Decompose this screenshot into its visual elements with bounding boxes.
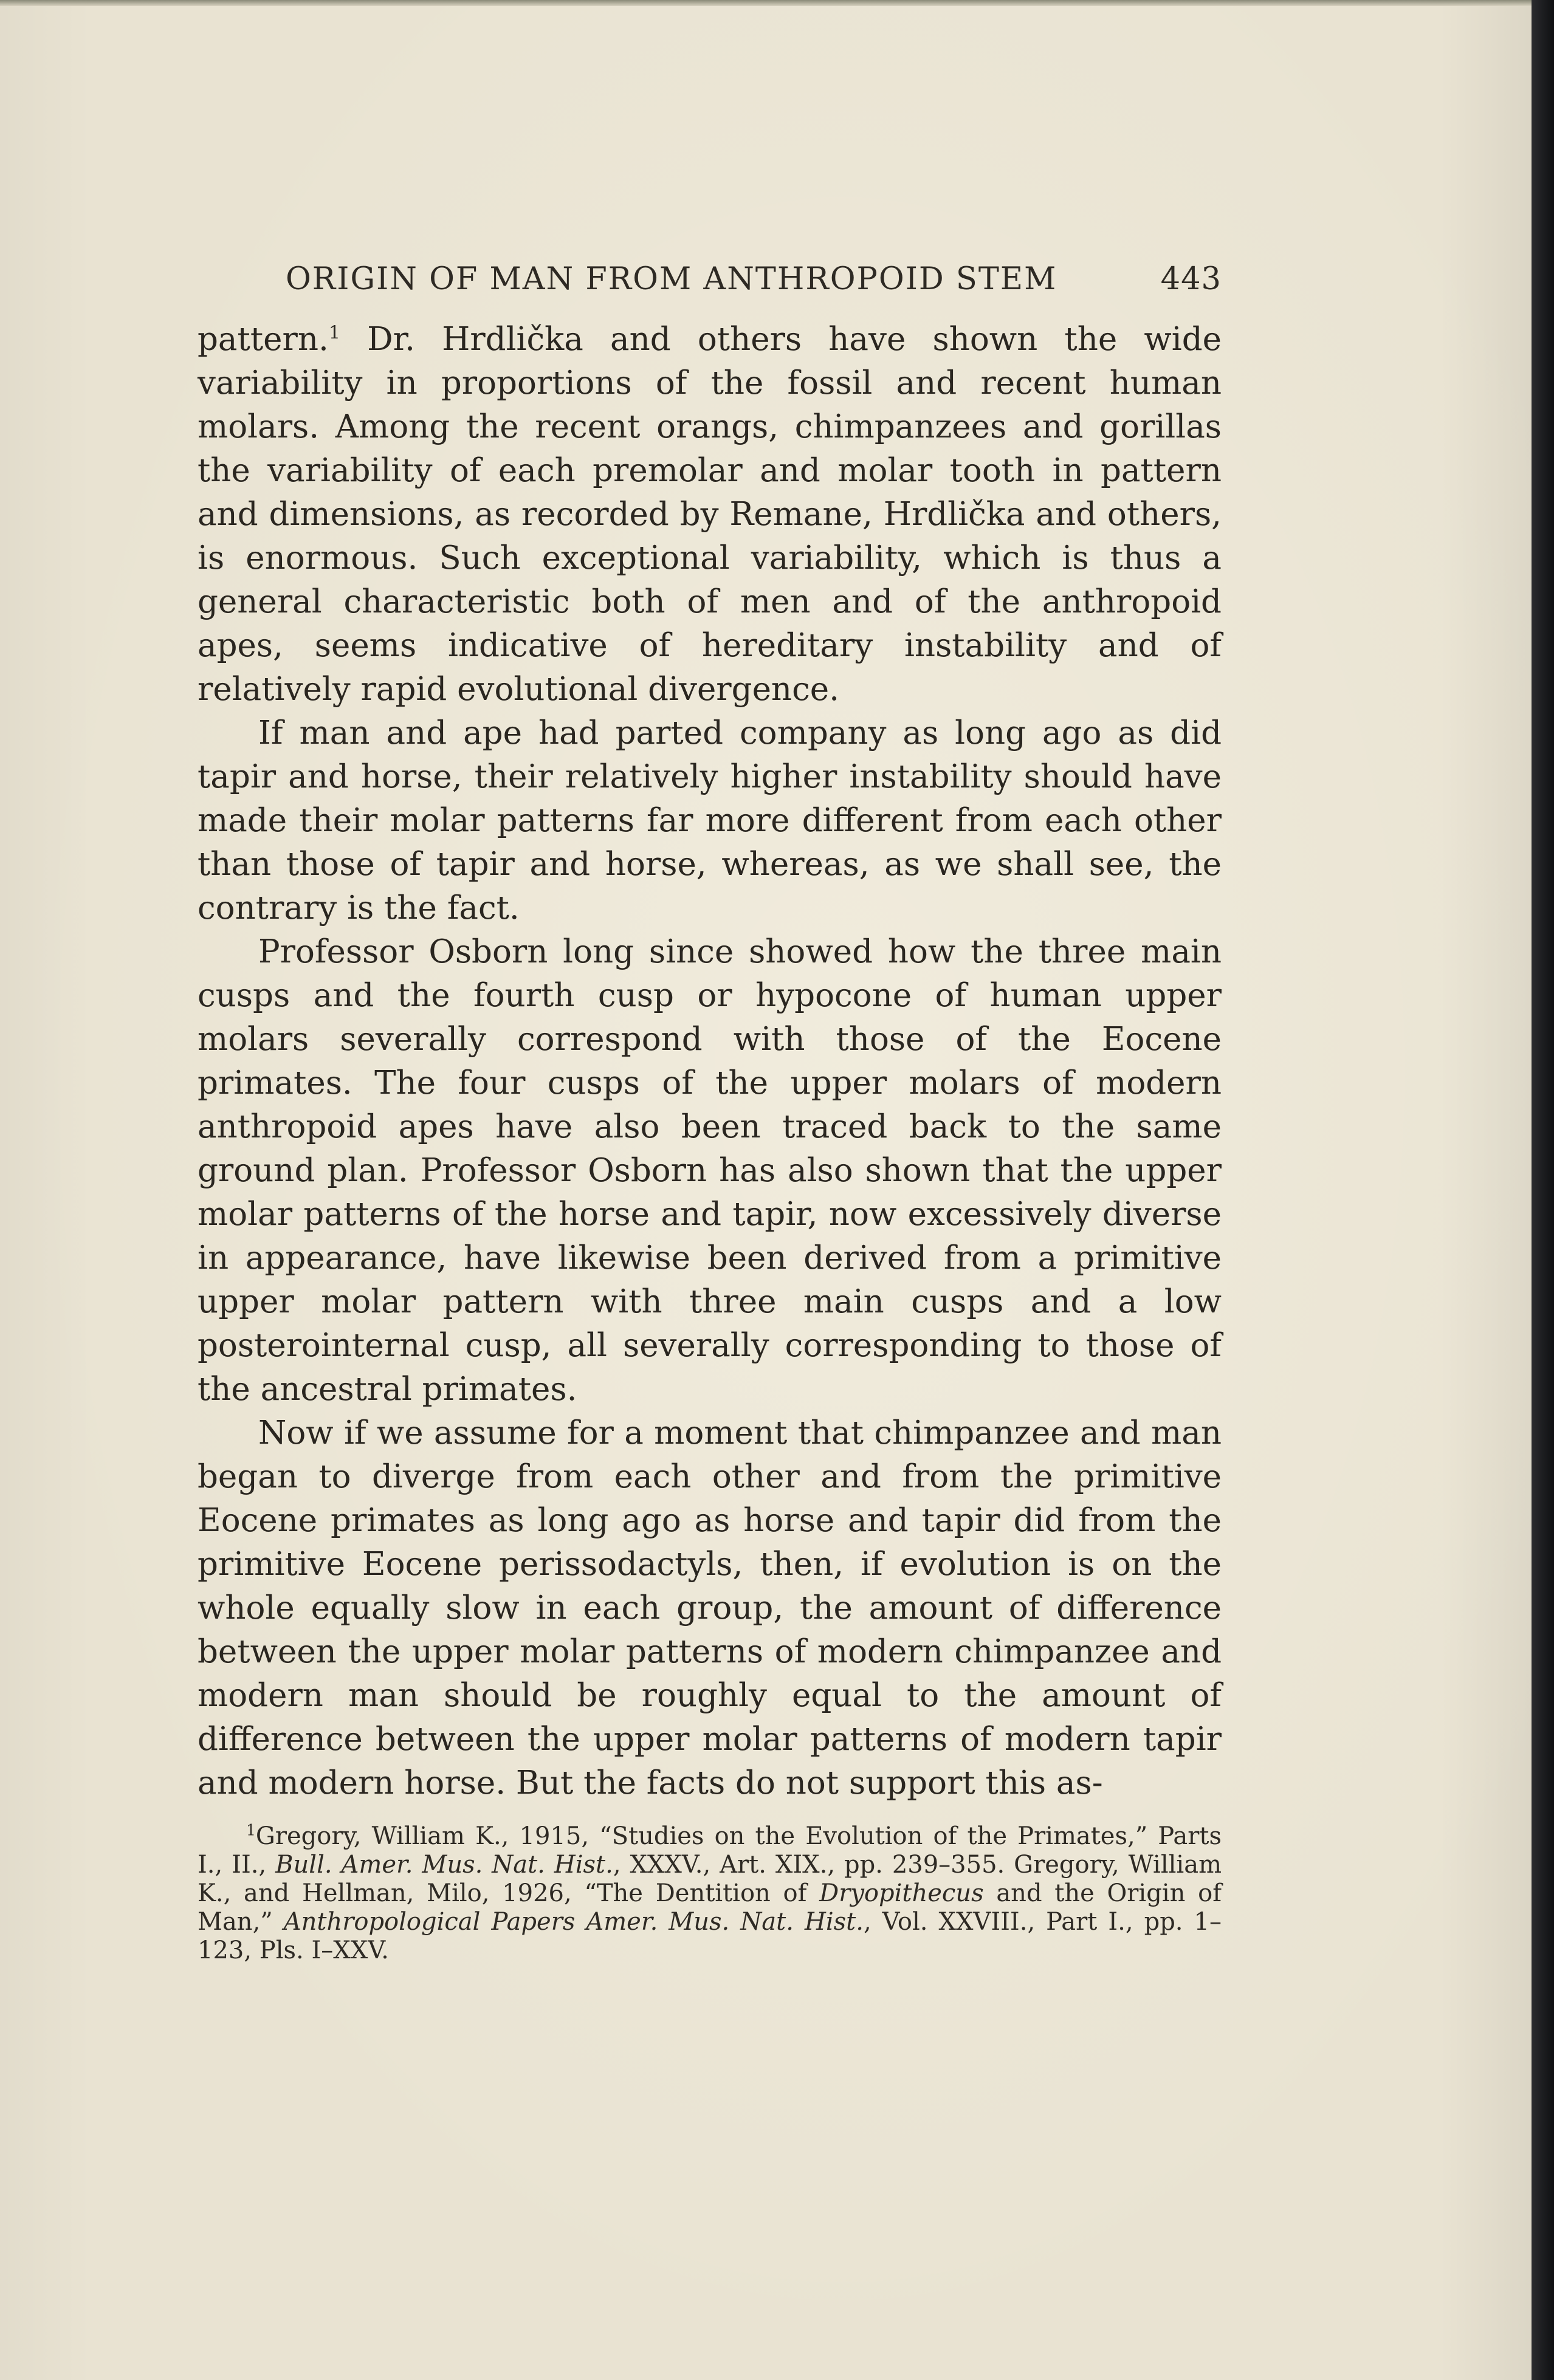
running-head-title: ORIGIN OF MAN FROM ANTHROPOID STEM — [286, 261, 1057, 297]
paragraph-1-lead: pattern. — [198, 321, 329, 358]
paragraph-2: If man and ape had parted company as long ago as did tapir and horse, their relatively higher instability should have made their molar patterns far more different from each other than those of tapir and horse, whereas, as we shall see, the contrary is the fact. — [198, 715, 1222, 927]
footnote-text-3: and the Origin of Man,” — [198, 1879, 1222, 1936]
footnote-text-4: , Vol. XXVIII., Part I., pp. 1–123, Pls. I–XXV. — [198, 1908, 1222, 1964]
paragraph-1-text: Dr. Hrdlička and others have shown the wide variability in proportions of the fossil and recent human molars. Among the recent orangs, chimpanzees and gorillas the variability of each premolar and molar tooth in pattern and dimensions, as recorded by Remane, Hrdlička and others, is enormous. Such exceptional variability, which is thus a general characteristic both of men and of the anthropoid apes, seems indicative of hereditary instability and of relatively rapid evolutional divergence. — [198, 321, 1222, 708]
page-number: 443 — [1160, 261, 1222, 297]
paragraph-3: Professor Osborn long since showed how the three main cusps and the fourth cusp or hypocone of human upper molars severally correspond with those of the Eocene primates. The four cusps of the upper molars of modern anthropoid apes have also been traced back to the same ground plan. Professor Osborn has also shown that the upper molar patterns of the horse and tapir, now excessively diverse in appearance, have likewise been derived from a primitive upper molar pattern with three main cusps and a low posterointernal cusp, all severally corresponding to those of the ancestral primates. — [198, 933, 1222, 1408]
footnote-reference: 1 — [328, 322, 340, 344]
footnote-text-2: , XXXV., Art. XIX., pp. 239–355. Gregory, William K., and Hellman, Milo, 1926, “The Dentition of — [198, 1851, 1222, 1907]
text-block — [198, 261, 1222, 1965]
paragraph-1 — [198, 318, 1222, 712]
body-text — [198, 318, 1222, 1805]
footnote — [198, 1822, 1222, 1965]
running-head — [198, 261, 1222, 297]
footnote-marker: 1 — [246, 1821, 256, 1839]
paragraph-4: Now if we assume for a moment that chimpanzee and man began to diverge from each other and from the primitive Eocene primates as long ago as horse and tapir did from the primitive Eocene perissodactyls, then, if evolution is on the whole equally slow in each group, the amount of difference between the upper molar patterns of modern chimpanzee and modern man should be roughly equal to the amount of difference between the upper molar patterns of modern tapir and modern horse. But the facts do not support this as- — [198, 1415, 1222, 1802]
footnote-genus: Dryopithecus — [819, 1879, 984, 1907]
page-top-edge — [0, 0, 1554, 6]
footnote-journal-2: Anthropological Papers Amer. Mus. Nat. Hist. — [283, 1908, 864, 1936]
scan-background-strip — [1532, 0, 1554, 2380]
footnote-text-1: Gregory, William K., 1915, “Studies on the Evolution of the Primates,” Parts I., II., — [198, 1822, 1222, 1879]
footnote-journal-1: Bull. Amer. Mus. Nat. Hist. — [275, 1851, 613, 1879]
